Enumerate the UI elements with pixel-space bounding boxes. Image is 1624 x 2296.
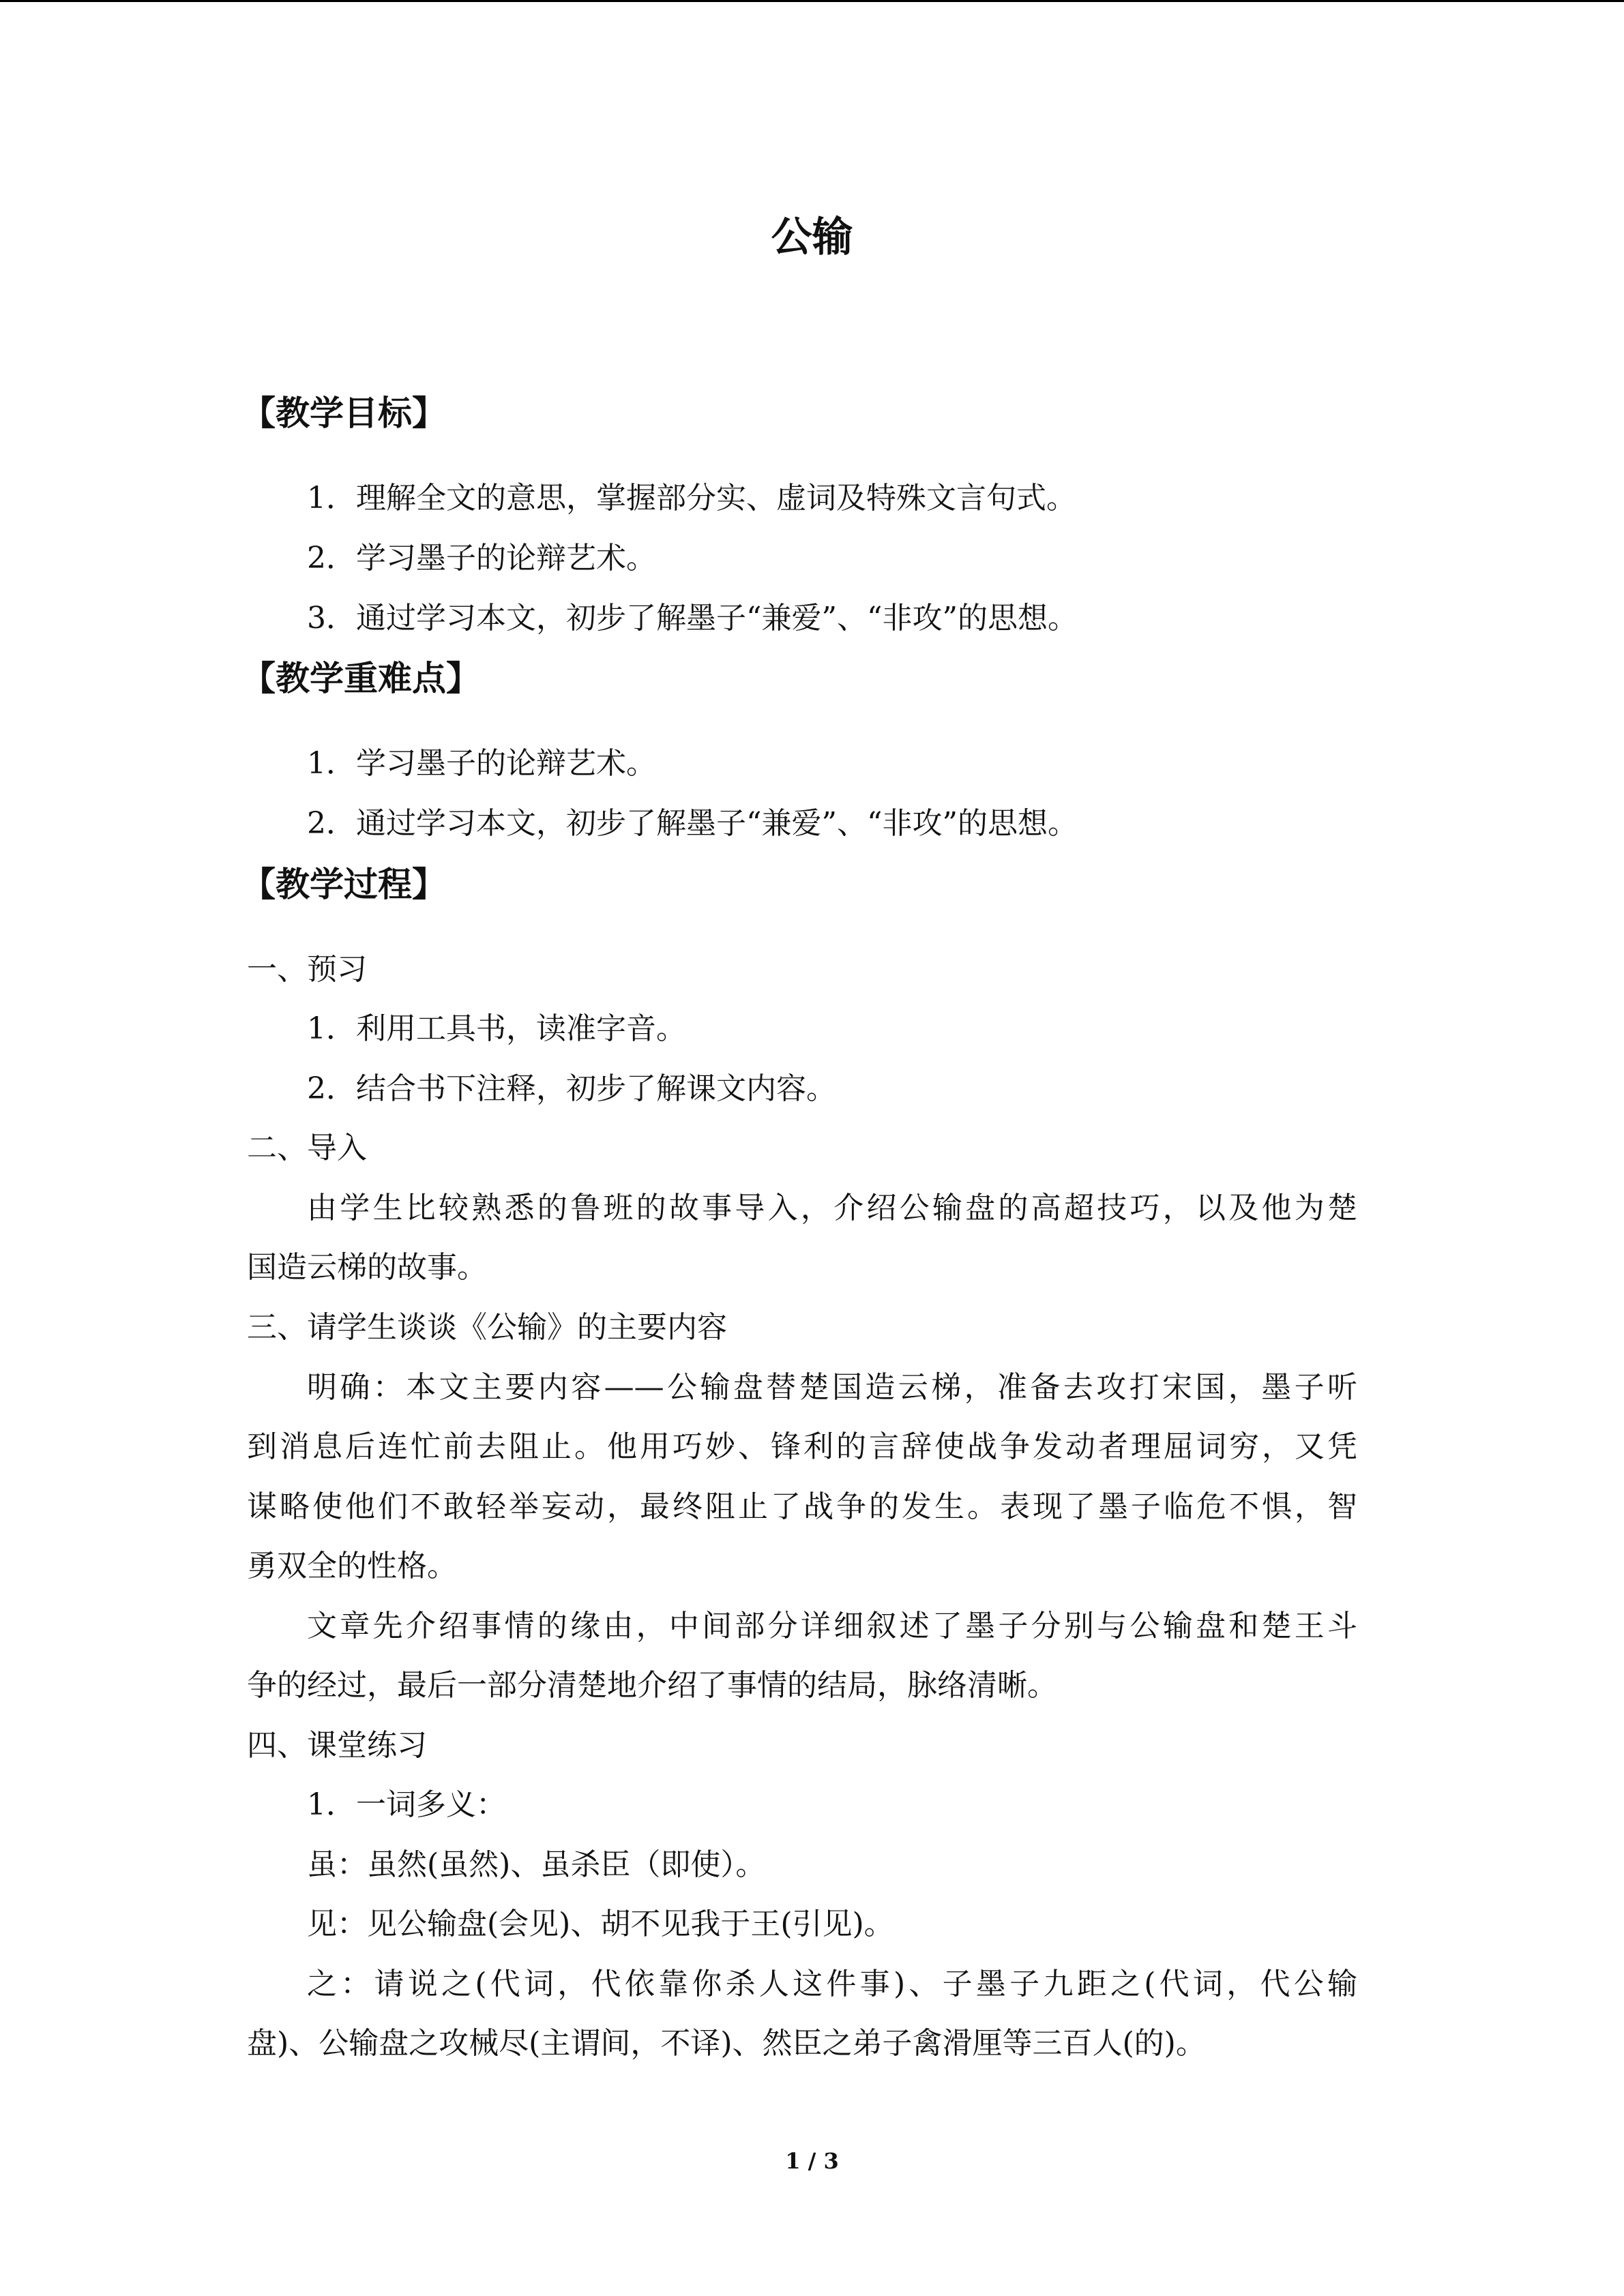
practice-line-4: 之：请说之(代词，代依靠你杀人这件事)、子墨子九距之(代词，代公输 — [307, 1967, 1357, 2001]
talk-line-a1: 明确：本文主要内容——公输盘替楚国造云梯，准备去攻打宋国，墨子听 — [307, 1370, 1357, 1405]
heading-key-points: 【教学重难点】 — [241, 659, 480, 698]
goal-item-2: 2．学习墨子的论辩艺术。 — [307, 541, 656, 576]
key-point-item-1: 1．学习墨子的论辩艺术。 — [307, 746, 656, 781]
goal-item-1: 1．理解全文的意思，掌握部分实、虚词及特殊文言句式。 — [307, 481, 1076, 516]
practice-line-2: 虽：虽然(虽然)、虽杀臣（即使）。 — [307, 1847, 766, 1882]
talk-line-b2: 争的经过，最后一部分清楚地介绍了事情的结局，脉络清晰。 — [247, 1668, 1057, 1703]
preview-title: 一、预习 — [247, 952, 367, 987]
intro-line-2: 国造云梯的故事。 — [247, 1250, 487, 1285]
talk-line-b1: 文章先介绍事情的缘由，中间部分详细叙述了墨子分别与公输盘和楚王斗 — [307, 1609, 1357, 1643]
practice-line-1: 1．一词多义： — [307, 1787, 506, 1822]
talk-line-a2: 到消息后连忙前去阻止。他用巧妙、锋利的言辞使战争发动者理屈词穷，又凭 — [247, 1429, 1357, 1464]
goal-item-3: 3．通过学习本文，初步了解墨子“兼爱”、“非攻”的思想。 — [307, 601, 1078, 636]
page-number: 1 / 3 — [785, 2148, 839, 2174]
document-title: 公输 — [771, 213, 853, 261]
heading-teaching-process: 【教学过程】 — [241, 865, 446, 904]
intro-title: 二、导入 — [247, 1131, 367, 1165]
talk-line-a3: 谋略使他们不敢轻举妄动，最终阻止了战争的发生。表现了墨子临危不惧，智 — [247, 1489, 1357, 1524]
preview-item-2: 2．结合书下注释，初步了解课文内容。 — [307, 1071, 836, 1106]
top-border-line — [0, 0, 1624, 2]
talk-title: 三、请学生谈谈《公输》的主要内容 — [247, 1310, 727, 1345]
intro-line-1: 由学生比较熟悉的鲁班的故事导入，介绍公输盘的高超技巧，以及他为楚 — [307, 1191, 1357, 1225]
practice-line-5: 盘)、公输盘之攻械尽(主谓间，不译)、然臣之弟子禽滑厘等三百人(的)。 — [247, 2026, 1206, 2061]
preview-item-1: 1．利用工具书，读准字音。 — [307, 1011, 686, 1046]
talk-line-a4: 勇双全的性格。 — [247, 1549, 457, 1583]
practice-title: 四、课堂练习 — [247, 1728, 427, 1763]
heading-teaching-goals: 【教学目标】 — [241, 393, 446, 433]
key-point-item-2: 2．通过学习本文，初步了解墨子“兼爱”、“非攻”的思想。 — [307, 806, 1078, 841]
practice-line-3: 见：见公输盘(会见)、胡不见我于王(引见)。 — [307, 1907, 894, 1941]
